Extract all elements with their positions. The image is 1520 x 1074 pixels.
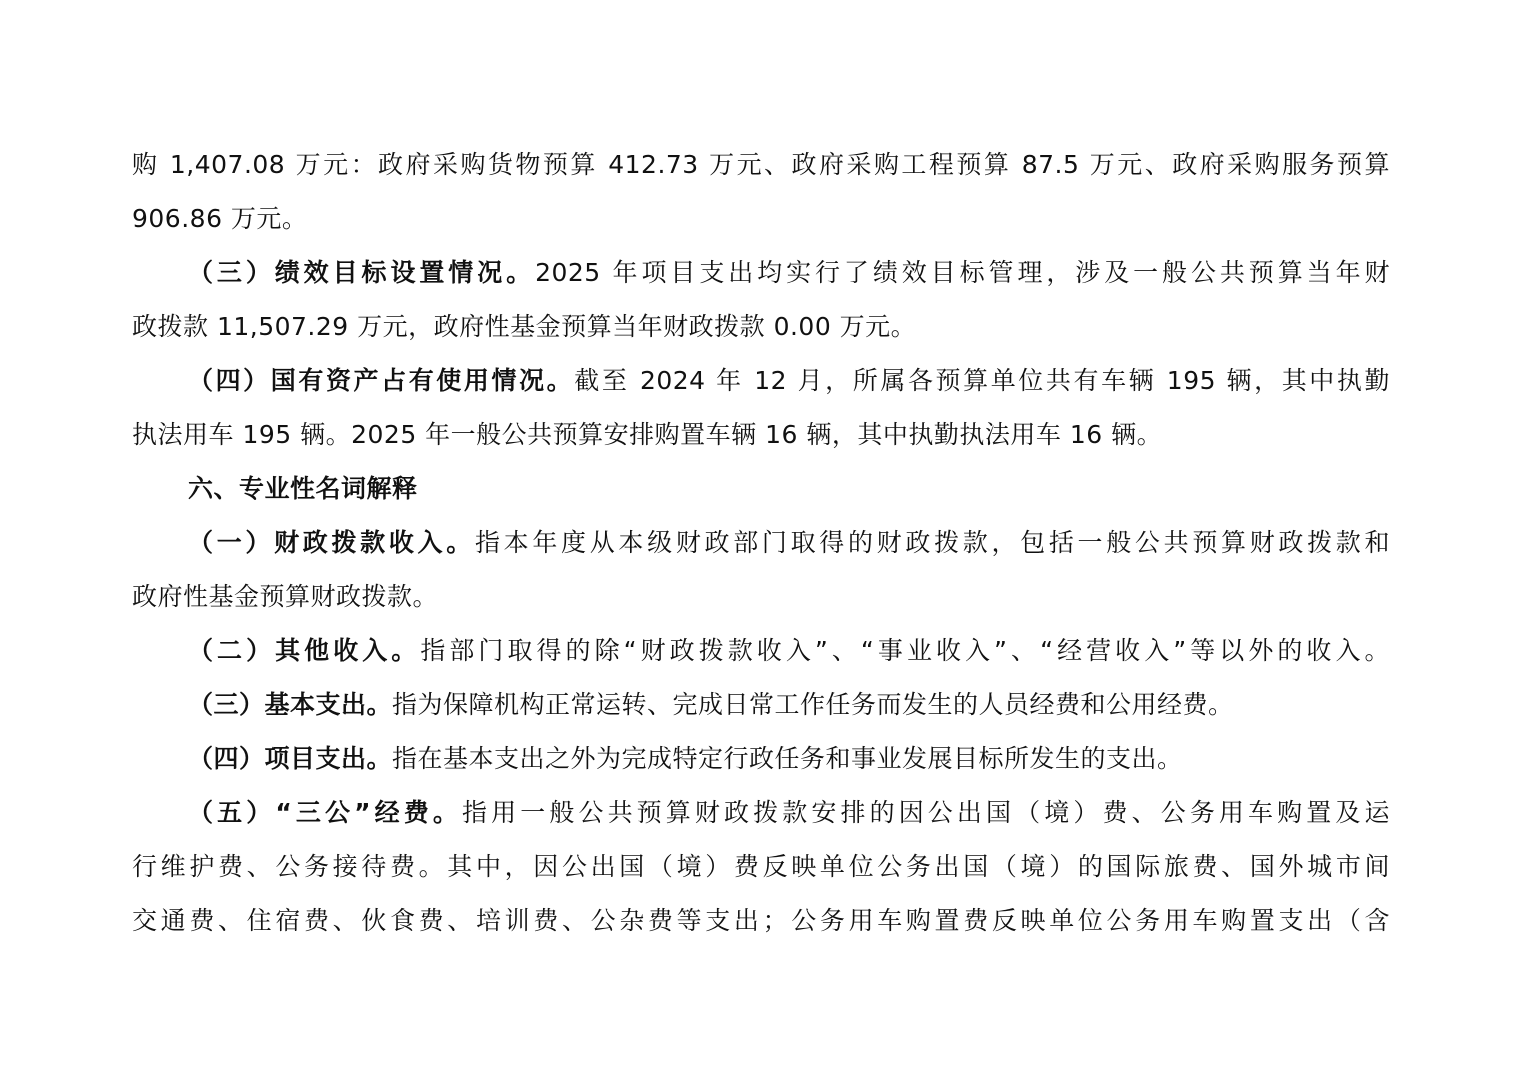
- paragraph-line-10: [188, 624, 1390, 678]
- body-text: 行维护费、公务接待费。其中，因公出国（境）费反映单位公务出国（境）的国际旅费、国外城市间: [132, 852, 1390, 881]
- paragraph-line-8: [188, 516, 1390, 570]
- term-head: （二）其他收入。: [188, 636, 421, 665]
- body-text: 906.86 万元。: [132, 204, 308, 233]
- body-text: 2025 年项目支出均实行了绩效目标管理，涉及一般公共预算当年财: [535, 258, 1390, 287]
- section-head: （四）国有资产占有使用情况。: [188, 366, 575, 395]
- body-text: 购 1,407.08 万元：政府采购货物预算 412.73 万元、政府采购工程预算 87.5 万元、政府采购服务预算: [132, 150, 1390, 179]
- term-head: （三）基本支出。: [188, 690, 393, 719]
- paragraph-line-12: [188, 732, 1183, 786]
- body-text: 交通费、住宿费、伙食费、培训费、公杂费等支出；公务用车购置费反映单位公务用车购置支出（含: [132, 906, 1390, 935]
- term-head: （一）财政拨款收入。: [188, 528, 475, 557]
- term-head: （四）项目支出。: [188, 744, 393, 773]
- paragraph-line-11: [188, 678, 1234, 732]
- paragraph-line-1: [132, 138, 1390, 192]
- section-head: （三）绩效目标设置情况。: [188, 258, 536, 287]
- body-text: 指在基本支出之外为完成特定行政任务和事业发展目标所发生的支出。: [392, 744, 1183, 773]
- paragraph-line-15: [132, 894, 1390, 948]
- paragraph-line-4: [132, 300, 916, 354]
- paragraph-line-6: [132, 408, 1162, 462]
- paragraph-line-5: [188, 354, 1390, 408]
- body-text: 指为保障机构正常运转、完成日常工作任务而发生的人员经费和公用经费。: [392, 690, 1234, 719]
- body-text: 指部门取得的除“财政拨款收入”、“事业收入”、“经营收入”等以外的收入。: [420, 636, 1390, 665]
- body-text: 指本年度从本级财政部门取得的财政拨款，包括一般公共预算财政拨款和: [474, 528, 1390, 557]
- paragraph-line-3: [188, 246, 1390, 300]
- paragraph-line-9: [132, 570, 438, 624]
- body-text: 指用一般公共预算财政拨款安排的因公出国（境）费、公务用车购置及运: [462, 798, 1390, 827]
- body-text: 执法用车 195 辆。2025 年一般公共预算安排购置车辆 16 辆，其中执勤执法用车 16 辆。: [132, 420, 1163, 449]
- paragraph-line-2: [132, 192, 307, 246]
- body-text: 截至 2024 年 12 月，所属各预算单位共有车辆 195 辆，其中执勤: [574, 366, 1390, 395]
- section-heading: [188, 462, 418, 516]
- body-text: 政府性基金预算财政拨款。: [132, 582, 439, 611]
- paragraph-line-13: [188, 786, 1390, 840]
- body-text: 政拨款 11,507.29 万元，政府性基金预算当年财政拨款 0.00 万元。: [132, 312, 917, 341]
- heading-text: 六、专业性名词解释: [188, 474, 418, 503]
- paragraph-line-14: [132, 840, 1390, 894]
- term-head: （五）“三公”经费。: [188, 798, 462, 827]
